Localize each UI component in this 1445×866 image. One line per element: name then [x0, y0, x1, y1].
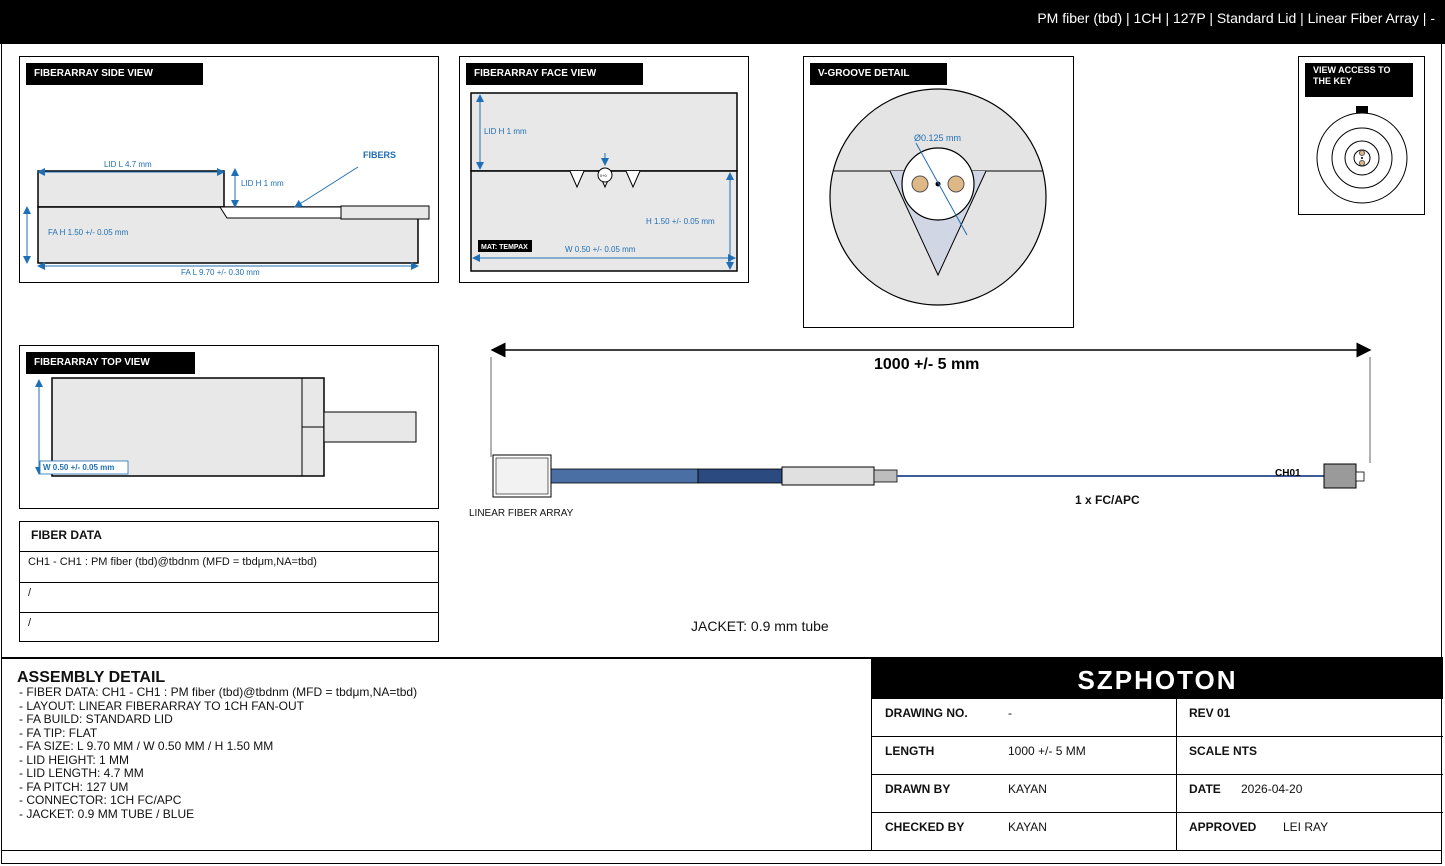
- assembly-detail-line: - FA TIP: FLAT: [19, 725, 98, 740]
- vgroove-title: V-GROOVE DETAIL: [810, 63, 947, 85]
- top-view-title: FIBERARRAY TOP VIEW: [26, 352, 195, 374]
- face-mat-label: MAT: TEMPAX: [481, 244, 528, 251]
- drawing-no-label: DRAWING NO.: [885, 706, 968, 720]
- checked-by-value: KAYAN: [1008, 820, 1047, 834]
- face-view-panel: [459, 56, 749, 283]
- fiber-data-row-text: /: [28, 617, 32, 629]
- assembly-fa-label: LINEAR FIBER ARRAY: [469, 508, 574, 519]
- vgroove-panel: [803, 56, 1074, 328]
- assembly-detail-line: - LID HEIGHT: 1 MM: [19, 752, 130, 767]
- drawn-by-label: DRAWN BY: [885, 782, 951, 796]
- drawn-by-value: KAYAN: [1008, 782, 1047, 796]
- assembly-detail-line: - LID LENGTH: 4.7 MM: [19, 766, 144, 780]
- top-view-drawing: [20, 346, 438, 508]
- assembly-detail-line: - FA BUILD: STANDARD LID: [19, 712, 173, 726]
- fiber-data-row-text: /: [28, 587, 32, 599]
- face-h-label: H 1.50 +/- 0.05 mm: [646, 217, 715, 226]
- fiber-data-table: [19, 521, 439, 642]
- assembly-connector-label: 1 x FC/APC: [1075, 493, 1140, 507]
- face-w-label: W 0.50 +/- 0.05 mm: [565, 245, 636, 254]
- length-value: 1000 +/- 5 MM: [1008, 744, 1086, 758]
- divider: [1176, 699, 1177, 850]
- side-fa-l-label: FA L 9.70 +/- 0.30 mm: [181, 268, 260, 277]
- assembly-detail-line: - FIBER DATA: CH1 - CH1 : PM fiber (tbd)@tbdnm (MFD = tbdμm,NA=tbd): [19, 685, 418, 699]
- brand-logo: SZPHOTON: [872, 659, 1443, 699]
- assembly-jacket-label: JACKET: 0.9 mm tube: [691, 618, 829, 634]
- divider: [872, 774, 1443, 775]
- face-view-title: FIBERARRAY FACE VIEW: [466, 63, 643, 85]
- side-view-title: FIBERARRAY SIDE VIEW: [26, 63, 203, 85]
- face-fiber-marker: 0+0: [600, 173, 607, 178]
- face-lid-h-label: LID H 1 mm: [484, 127, 527, 136]
- assembly-detail-line: - JACKET: 0.9 MM TUBE / BLUE: [19, 806, 195, 821]
- scale-label: SCALE NTS: [1189, 744, 1258, 758]
- face-view-drawing: [460, 57, 748, 282]
- assembly-detail-title: ASSEMBLY DETAIL: [17, 669, 166, 686]
- date-value: 2026-04-20: [1241, 782, 1303, 796]
- bottom-rule: [1, 850, 1442, 851]
- side-view-drawing: [20, 57, 438, 282]
- divider: [872, 812, 1443, 813]
- vgroove-drawing: [804, 57, 1073, 327]
- drawing-no-value: -: [1008, 706, 1012, 720]
- key-view-panel: [1298, 56, 1425, 215]
- drawing-title: PM fiber (tbd) | 1CH | 127P | Standard Lid | Linear Fiber Array | -: [1037, 10, 1435, 26]
- key-view-title: VIEW ACCESS TO THE KEY: [1305, 63, 1413, 97]
- fiber-data-row: [20, 612, 438, 641]
- side-fa-h-label: FA H 1.50 +/- 0.05 mm: [48, 228, 129, 237]
- side-lid-h-label: LID H 1 mm: [241, 179, 284, 188]
- rev-label: REV 01: [1189, 706, 1231, 720]
- assembly-detail-line: - FA PITCH: 127 UM: [19, 779, 129, 794]
- top-w-label: W 0.50 +/- 0.05 mm: [43, 463, 115, 472]
- fiber-data-row: [20, 582, 438, 612]
- fiber-data-row-text: CH1 - CH1 : PM fiber (tbd)@tbdnm (MFD = tbdμm,NA=tbd): [28, 556, 317, 568]
- vgroove-diameter-label: Ø0.125 mm: [914, 133, 962, 143]
- assembly-detail-line: - LAYOUT: LINEAR FIBERARRAY TO 1CH FAN-OUT: [19, 698, 304, 713]
- date-label: DATE: [1189, 782, 1221, 796]
- key-connector-icon: [1299, 57, 1424, 214]
- approved-label: APPROVED: [1189, 820, 1257, 834]
- side-lid-l-label: LID L 4.7 mm: [104, 160, 152, 169]
- assembly-detail-line: - FA SIZE: L 9.70 MM / W 0.50 MM / H 1.50 MM: [19, 739, 274, 753]
- checked-by-label: CHECKED BY: [885, 820, 965, 834]
- approved-value: LEI RAY: [1283, 820, 1329, 834]
- header-bar: [0, 0, 1445, 44]
- length-label: LENGTH: [885, 744, 935, 758]
- fiber-data-row: [20, 551, 438, 582]
- assembly-detail-line: - CONNECTOR: 1CH FC/APC: [19, 793, 182, 807]
- assembly-length-label: 1000 +/- 5 mm: [874, 356, 980, 373]
- title-block: [871, 657, 1443, 850]
- top-view-panel: [19, 345, 439, 509]
- fiber-data-title: FIBER DATA: [31, 528, 102, 542]
- side-fibers-label: FIBERS: [363, 150, 397, 160]
- assembly-ch-label: CH01: [1275, 468, 1301, 479]
- side-view-panel: [19, 56, 439, 283]
- assembly-detail: [1, 657, 871, 850]
- assembly-drawing: [460, 335, 1390, 645]
- divider: [872, 736, 1443, 737]
